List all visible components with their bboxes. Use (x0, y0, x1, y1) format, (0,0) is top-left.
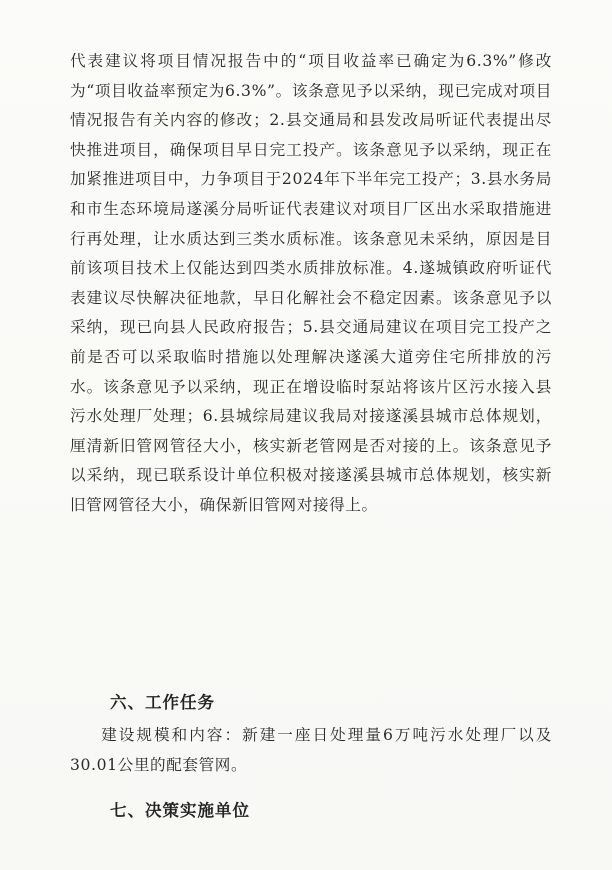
section-six-heading: 六、工作任务 (110, 693, 215, 712)
section-seven-heading: 七、决策实施单位 (110, 801, 250, 820)
continuation-paragraph: 代表建议将项目情况报告中的“项目收益率已确定为6.3%”修改为“项目收益率预定为6.3%”。该条意见予以采纳，现已完成对项目情况报告有关内容的修改；2.县交通局和县发改局听证代表提出尽快推进项目，确保项目早日完工投产。该条意见予以采纳，现正在加紧推进项目中，力争项目于2024年下半年完工投产；3.县水务局和市生态环境局遂溪分局听证代表建议对项目厂区出水采取措施进行再处理，让水质达到三类水质标准。该条意见未采纳，原因是目前该项目技术上仅能达到四类水质排放标准。4.遂城镇政府听证代表建议尽快解决征地款，早日化解社会不稳定因素。该条意见予以采纳，现已向县人民政府报告；5.县交通局建议在项目完工投产之前是否可以采取临时措施以处理解决遂溪大道旁住宅所排放的污水。该条意见予以采纳，现正在增设临时泵站将该片区污水接入县污水处理厂处理；6.县城综局建议我局对接遂溪县城市总体规划，厘清新旧管网管径大小，核实新老管网是否对接的上。该条意见予以采纳，现已联系设计单位积极对接遂溪县城市总体规划，核实新旧管网管径大小，确保新旧管网对接得上。 (70, 52, 552, 514)
section-six-paragraph: 建设规模和内容：新建一座日处理量6万吨污水处理厂以及30.01公里的配套管网。 (70, 726, 552, 774)
